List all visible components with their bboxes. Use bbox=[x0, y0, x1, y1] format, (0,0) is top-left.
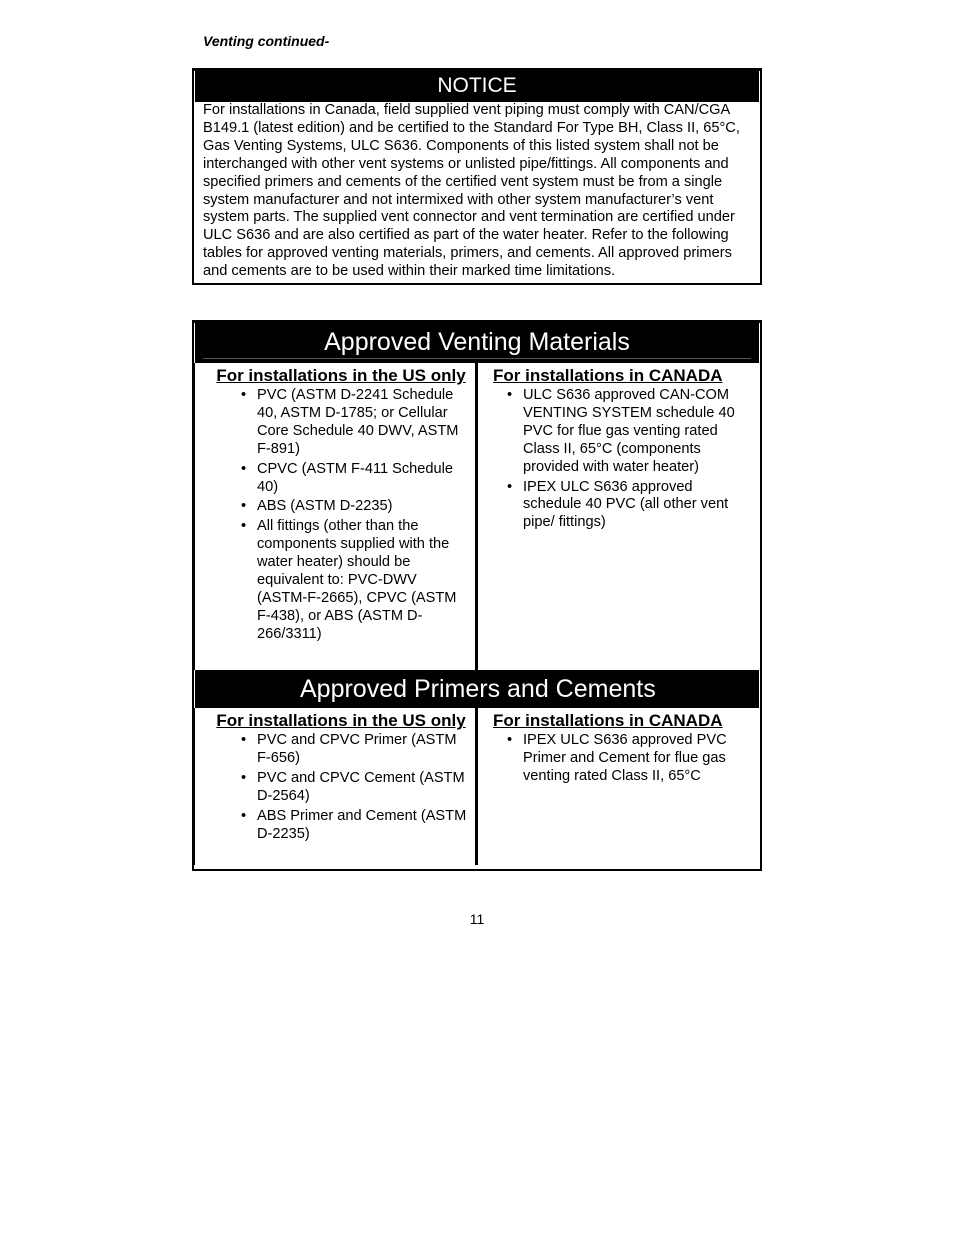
list-item: • All fittings (other than the components supplied with the water heater) should be equivalent to: PVC-DWV (ASTM-F-2665), CPVC (ASTM F-438), or ABS (ASTM D-266/3311) bbox=[241, 518, 457, 642]
notice-box bbox=[192, 68, 762, 285]
primers-us-column bbox=[194, 708, 477, 865]
list-item: • ULC S636 approved CAN-COM VENTING SYSTEM schedule 40 PVC for flue gas venting rated Class II, 65°C (components provided with water heater) bbox=[507, 387, 735, 475]
primers-us-heading: For installations in the US only bbox=[216, 711, 466, 730]
primers-canada-heading: For installations in CANADA bbox=[493, 711, 723, 730]
venting-us-heading: For installations in the US only bbox=[216, 366, 466, 385]
venting-canada-column bbox=[477, 363, 760, 670]
page-number: 11 bbox=[469, 911, 485, 927]
venting-canada-list bbox=[478, 387, 760, 532]
primers-canada-column bbox=[477, 708, 760, 865]
venting-materials-row bbox=[194, 363, 760, 670]
primers-canada-list bbox=[478, 732, 760, 786]
primers-us-list bbox=[195, 732, 475, 843]
bullet-icon: • bbox=[507, 387, 513, 403]
notice-title: NOTICE bbox=[195, 71, 759, 102]
list-item: • IPEX ULC S636 approved schedule 40 PVC (all other vent pipe/ fittings) bbox=[507, 478, 729, 531]
primers-cements-title: Approved Primers and Cements bbox=[195, 670, 759, 708]
bullet-icon: • bbox=[507, 732, 513, 748]
bullet-icon: • bbox=[241, 518, 247, 535]
bullet-icon: • bbox=[507, 478, 513, 495]
page-header: Venting continued- bbox=[203, 33, 330, 49]
list-item: • ABS (ASTM D-2235) bbox=[241, 498, 393, 515]
bullet-icon: • bbox=[241, 807, 247, 824]
bullet-icon: • bbox=[241, 387, 247, 403]
list-item: • PVC and CPVC Primer (ASTM F-656) bbox=[241, 732, 457, 766]
venting-us-column bbox=[194, 363, 477, 670]
bullet-icon: • bbox=[241, 732, 247, 748]
bullet-icon: • bbox=[241, 498, 247, 515]
primers-cements-row bbox=[194, 708, 760, 865]
list-item: • ABS Primer and Cement (ASTM D-2235) bbox=[241, 807, 467, 842]
list-item: • CPVC (ASTM F-411 Schedule 40) bbox=[241, 460, 454, 495]
list-item: • PVC (ASTM D-2241 Schedule 40, ASTM D-1785; or Cellular Core Schedule 40 DWV, ASTM F-891) bbox=[241, 387, 459, 457]
bullet-icon: • bbox=[241, 460, 247, 477]
list-item: • PVC and CPVC Cement (ASTM D-2564) bbox=[241, 769, 465, 804]
venting-materials-title: Approved Venting Materials bbox=[195, 323, 759, 363]
notice-body: For installations in Canada, field supplied vent piping must comply with CAN/CGA B149.1 (latest edition) and be certified to the Standard For Type BH, Class II, 65°C, Gas Venting Systems, ULC S636. Components of this listed system shall not be interchanged with other vent systems or unlisted pipe/fittings. All components and specified primers and cements of the certified vent system must be from a single system manufacturer and not intermixed with other system manufacturer’s vent system parts. The supplied vent connector and vent termination are certified under ULC S636 and are also certified as part of the water heater. Refer to the following tables for approved venting materials, primers, and cements. All approved primers and cements are to be used within their marked time limitations. bbox=[203, 102, 740, 280]
list-item: • IPEX ULC S636 approved PVC Primer and Cement for flue gas venting rated Class II, 65°C bbox=[507, 732, 727, 784]
venting-us-list bbox=[195, 387, 475, 644]
venting-canada-heading: For installations in CANADA bbox=[493, 366, 723, 385]
approved-materials-table bbox=[192, 320, 762, 871]
bullet-icon: • bbox=[241, 769, 247, 786]
